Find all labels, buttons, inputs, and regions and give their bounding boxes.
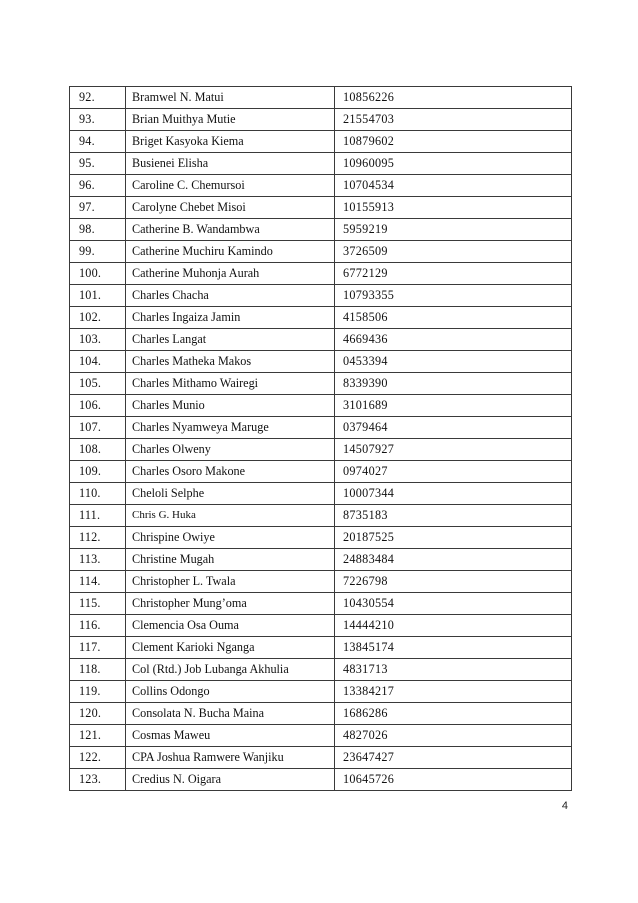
row-number-cell: 113. xyxy=(70,549,126,571)
row-number-cell: 121. xyxy=(70,725,126,747)
id-number-cell: 14507927 xyxy=(335,439,572,461)
id-number-cell: 10007344 xyxy=(335,483,572,505)
table-row xyxy=(70,439,572,461)
table-row xyxy=(70,285,572,307)
id-number-cell: 21554703 xyxy=(335,109,572,131)
member-name-cell: Chrispine Owiye xyxy=(126,527,335,549)
id-number-cell: 0453394 xyxy=(335,351,572,373)
row-number-cell: 119. xyxy=(70,681,126,703)
id-number-cell: 10645726 xyxy=(335,769,572,791)
table-row xyxy=(70,571,572,593)
member-name-cell: Briget Kasyoka Kiema xyxy=(126,131,335,153)
row-number-cell: 103. xyxy=(70,329,126,351)
id-number-cell: 20187525 xyxy=(335,527,572,549)
member-name-cell: Christine Mugah xyxy=(126,549,335,571)
row-number-cell: 108. xyxy=(70,439,126,461)
table-row xyxy=(70,527,572,549)
id-number-cell: 6772129 xyxy=(335,263,572,285)
table-row xyxy=(70,351,572,373)
id-number-cell: 10856226 xyxy=(335,87,572,109)
row-number-cell: 106. xyxy=(70,395,126,417)
member-name-cell: Cosmas Maweu xyxy=(126,725,335,747)
member-name-cell: Charles Mithamo Wairegi xyxy=(126,373,335,395)
id-number-cell: 10879602 xyxy=(335,131,572,153)
row-number-cell: 96. xyxy=(70,175,126,197)
member-name-cell: Charles Langat xyxy=(126,329,335,351)
table-row xyxy=(70,131,572,153)
row-number-cell: 101. xyxy=(70,285,126,307)
member-name-cell: Busienei Elisha xyxy=(126,153,335,175)
table-row xyxy=(70,373,572,395)
table-row xyxy=(70,263,572,285)
id-number-cell: 10960095 xyxy=(335,153,572,175)
member-name-cell: Col (Rtd.) Job Lubanga Akhulia xyxy=(126,659,335,681)
member-name-cell: Bramwel N. Matui xyxy=(126,87,335,109)
id-number-cell: 13845174 xyxy=(335,637,572,659)
table-row xyxy=(70,109,572,131)
member-name-cell: Charles Matheka Makos xyxy=(126,351,335,373)
row-number-cell: 120. xyxy=(70,703,126,725)
member-name-cell: Caroline C. Chemursoi xyxy=(126,175,335,197)
member-name-cell: Charles Chacha xyxy=(126,285,335,307)
member-name-cell: Credius N. Oigara xyxy=(126,769,335,791)
row-number-cell: 97. xyxy=(70,197,126,219)
member-name-cell: Cheloli Selphe xyxy=(126,483,335,505)
row-number-cell: 115. xyxy=(70,593,126,615)
id-number-cell: 23647427 xyxy=(335,747,572,769)
id-number-cell: 10704534 xyxy=(335,175,572,197)
member-name-cell: Catherine Muhonja Aurah xyxy=(126,263,335,285)
id-number-cell: 0974027 xyxy=(335,461,572,483)
table-row xyxy=(70,197,572,219)
table-row xyxy=(70,307,572,329)
member-name-cell: Christopher Mung’oma xyxy=(126,593,335,615)
member-name-cell: Collins Odongo xyxy=(126,681,335,703)
member-name-cell: Charles Olweny xyxy=(126,439,335,461)
member-table xyxy=(69,86,572,791)
table-row xyxy=(70,747,572,769)
table-row xyxy=(70,549,572,571)
row-number-cell: 93. xyxy=(70,109,126,131)
table-row xyxy=(70,153,572,175)
id-number-cell: 8735183 xyxy=(335,505,572,527)
id-number-cell: 13384217 xyxy=(335,681,572,703)
table-row xyxy=(70,461,572,483)
id-number-cell: 24883484 xyxy=(335,549,572,571)
member-name-cell: Clemencia Osa Ouma xyxy=(126,615,335,637)
id-number-cell: 4827026 xyxy=(335,725,572,747)
row-number-cell: 118. xyxy=(70,659,126,681)
member-table-body xyxy=(70,87,572,791)
table-row xyxy=(70,329,572,351)
row-number-cell: 112. xyxy=(70,527,126,549)
row-number-cell: 102. xyxy=(70,307,126,329)
row-number-cell: 105. xyxy=(70,373,126,395)
table-row xyxy=(70,637,572,659)
row-number-cell: 114. xyxy=(70,571,126,593)
member-name-cell: Carolyne Chebet Misoi xyxy=(126,197,335,219)
table-row xyxy=(70,703,572,725)
row-number-cell: 95. xyxy=(70,153,126,175)
member-name-cell: Catherine Muchiru Kamindo xyxy=(126,241,335,263)
table-row xyxy=(70,395,572,417)
member-name-cell: Chris G. Huka xyxy=(126,505,335,527)
table-row xyxy=(70,681,572,703)
row-number-cell: 92. xyxy=(70,87,126,109)
id-number-cell: 0379464 xyxy=(335,417,572,439)
id-number-cell: 14444210 xyxy=(335,615,572,637)
page-number: 4 xyxy=(561,800,568,812)
row-number-cell: 110. xyxy=(70,483,126,505)
member-name-cell: Charles Munio xyxy=(126,395,335,417)
table-row xyxy=(70,615,572,637)
row-number-cell: 109. xyxy=(70,461,126,483)
row-number-cell: 100. xyxy=(70,263,126,285)
row-number-cell: 111. xyxy=(70,505,126,527)
table-row xyxy=(70,417,572,439)
member-name-cell: Consolata N. Bucha Maina xyxy=(126,703,335,725)
row-number-cell: 107. xyxy=(70,417,126,439)
row-number-cell: 98. xyxy=(70,219,126,241)
table-row xyxy=(70,483,572,505)
table-row xyxy=(70,87,572,109)
id-number-cell: 8339390 xyxy=(335,373,572,395)
id-number-cell: 5959219 xyxy=(335,219,572,241)
member-name-cell: Catherine B. Wandambwa xyxy=(126,219,335,241)
id-number-cell: 4831713 xyxy=(335,659,572,681)
table-row xyxy=(70,659,572,681)
member-name-cell: Charles Osoro Makone xyxy=(126,461,335,483)
row-number-cell: 116. xyxy=(70,615,126,637)
id-number-cell: 3726509 xyxy=(335,241,572,263)
member-name-cell: Clement Karioki Nganga xyxy=(126,637,335,659)
id-number-cell: 3101689 xyxy=(335,395,572,417)
id-number-cell: 4669436 xyxy=(335,329,572,351)
id-number-cell: 7226798 xyxy=(335,571,572,593)
row-number-cell: 123. xyxy=(70,769,126,791)
table-row xyxy=(70,769,572,791)
row-number-cell: 99. xyxy=(70,241,126,263)
table-row xyxy=(70,241,572,263)
id-number-cell: 10430554 xyxy=(335,593,572,615)
row-number-cell: 122. xyxy=(70,747,126,769)
table-row xyxy=(70,593,572,615)
member-name-cell: Brian Muithya Mutie xyxy=(126,109,335,131)
id-number-cell: 1686286 xyxy=(335,703,572,725)
table-row xyxy=(70,175,572,197)
id-number-cell: 4158506 xyxy=(335,307,572,329)
table-row xyxy=(70,505,572,527)
table-row xyxy=(70,725,572,747)
table-row xyxy=(70,219,572,241)
member-name-cell: CPA Joshua Ramwere Wanjiku xyxy=(126,747,335,769)
row-number-cell: 104. xyxy=(70,351,126,373)
id-number-cell: 10793355 xyxy=(335,285,572,307)
member-name-cell: Charles Ingaiza Jamin xyxy=(126,307,335,329)
row-number-cell: 94. xyxy=(70,131,126,153)
member-name-cell: Christopher L. Twala xyxy=(126,571,335,593)
row-number-cell: 117. xyxy=(70,637,126,659)
member-name-cell: Charles Nyamweya Maruge xyxy=(126,417,335,439)
id-number-cell: 10155913 xyxy=(335,197,572,219)
